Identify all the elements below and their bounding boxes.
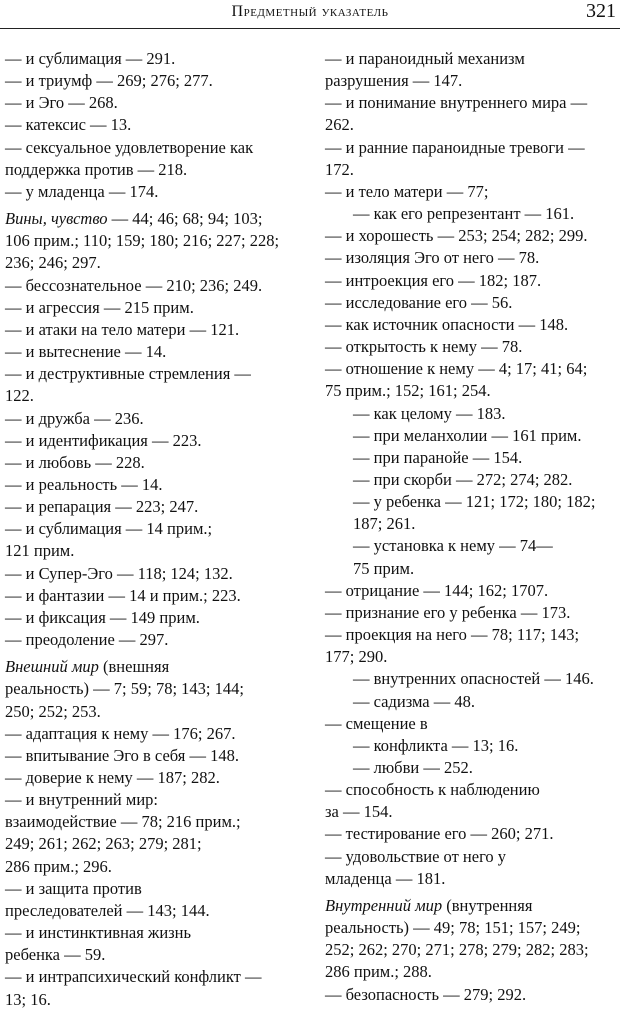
running-header-title: Предметный указатель [231,3,389,20]
index-subentry [5,563,305,585]
index-entry-text: — и вытеснение — 14. [5,342,167,362]
index-entry-text: — и ранние параноидные тревоги — [325,137,585,157]
index-entry-text: (внешняя [98,657,170,677]
index-entry-text: — интроекция его — 182; 187. [325,270,542,290]
index-entry-text: — и параноидный механизм [325,49,525,68]
index-subentry [325,181,618,203]
index-entry-text: — и любовь — 228. [5,452,145,472]
index-entry-text: — исследование его — 56. [325,292,513,312]
index-subentry [325,846,618,890]
index-entry-text: — смещение в [325,713,428,733]
index-subentry [5,452,305,474]
index-heading-entry [5,656,305,722]
index-subsubentry [325,403,618,425]
index-entry-text: 286 прим.; 288. [325,962,432,982]
index-entry-text: — и дружба — 236. [5,408,144,428]
index-entry-text: — у младенца — 174. [5,181,159,201]
index-subentry [5,585,305,607]
index-entry-text: — любви — 252. [353,758,473,777]
index-subsubentry [325,691,618,713]
index-subsubentry [325,447,618,469]
index-subentry [325,48,618,92]
index-entry-text: — изоляция Эго от него — 78. [325,248,540,268]
index-entry-text: — и Супер-Эго — 118; 124; 132. [5,563,233,583]
index-entry-text: — конфликта — 13; 16. [353,735,519,755]
index-subsubentry [325,469,618,491]
index-entry-text: — при паранойе — 154. [353,447,523,467]
index-entry-text: — безопасность — 279; 292. [325,984,527,1004]
index-subentry [325,314,618,336]
index-entry-text: — и тело матери — 77; [325,181,489,201]
index-entry-text: — установка к нему — 74— [353,536,553,556]
index-entry-text: 187; 261. [353,514,416,534]
index-heading-term: Внутренний мир [325,895,443,915]
index-entry-text: 75 прим.; 152; 161; 254. [325,381,491,401]
index-entry-text: — открытость к нему — 78. [325,337,523,357]
index-subentry [5,629,305,651]
index-entry-text: младенца — 181. [325,868,446,888]
index-subsubentry [325,425,618,447]
index-subentry [325,247,618,269]
index-entry-text: — и деструктивные стремления — [5,364,251,384]
index-subsubentry [325,735,618,757]
index-subentry [325,580,618,602]
index-entry-text: — и сублимация — 291. [5,49,176,68]
index-entry-text: — как источник опасности — 148. [325,314,569,334]
index-subentry [5,430,305,452]
index-entry-text: 121 прим. [5,541,75,561]
index-entry-text: 106 прим.; 110; 159; 180; 216; 227; 228; [5,231,280,251]
index-entry-text: 13; 16. [5,989,51,1009]
index-subsubentry [325,535,618,579]
index-entry-text: — тестирование его — 260; 271. [325,824,554,844]
index-subentry [5,607,305,629]
index-entry-text: — и агрессия — 215 прим. [5,297,194,317]
index-subentry [5,789,305,878]
index-entry-text: разрушения — 147. [325,71,463,91]
index-entry-text: — и фантазии — 14 и прим.; 223. [5,585,241,605]
index-entry-text: реальность) — 7; 59; 78; 143; 144; [5,679,244,699]
index-entry-text: 249; 261; 262; 263; 279; 281; [5,834,202,854]
index-entry-text: 252; 262; 270; 271; 278; 279; 282; 283; [325,940,589,960]
index-entry-text: преследователей — 143; 144. [5,900,210,920]
index-entry-text: — внутренних опасностей — 146. [353,669,594,689]
index-subentry [5,518,305,562]
page-number: 321 [586,0,616,22]
index-entry-text: — и инстинктивная жизнь [5,923,192,943]
index-entry-text: — при скорби — 272; 274; 282. [353,469,573,489]
index-entry-text: — впитывание Эго в себя — 148. [5,745,239,765]
index-entry-text: — и фиксация — 149 прим. [5,607,200,627]
index-subentry [325,270,618,292]
index-subentry [325,92,618,136]
index-entry-text: — и внутренний мир: [5,790,158,810]
index-subentry [5,70,305,92]
index-entry-text: — проекция на него — 78; 117; 143; [325,625,580,645]
index-entry-text: — доверие к нему — 187; 282. [5,768,220,787]
index-subentry [5,474,305,496]
index-subentry [5,723,305,745]
index-column-left [5,48,305,1011]
index-entry-text: — способность к наблюдению [325,780,540,800]
index-entry-text: 122. [5,386,34,406]
index-entry-text: 250; 252; 253. [5,701,101,721]
index-entry-text: — адаптация к нему — 176; 267. [5,723,236,743]
index-subentry [5,181,305,203]
index-entry-text: — и атаки на тело матери — 121. [5,319,240,339]
index-subentry [325,713,618,735]
index-entry-text: 262. [325,115,354,135]
index-column-right [325,48,618,1006]
index-entry-text: — у ребенка — 121; 172; 180; 182; [353,492,596,512]
index-subentry [325,336,618,358]
index-subentry [5,137,305,181]
index-subentry [5,745,305,767]
index-entry-text: — признание его у ребенка — 173. [325,602,571,622]
index-entry-text: — и триумф — 269; 276; 277. [5,71,213,91]
index-heading-term: Вины, чувство [5,209,108,229]
index-entry-text: поддержка против — 218. [5,159,188,179]
index-entry-text: — 44; 46; 68; 94; 103; [107,209,263,229]
running-header [0,0,620,34]
index-entry-text: — садизма — 48. [353,691,476,711]
index-subentry [5,966,305,1010]
index-subentry [5,496,305,518]
index-subentry [5,878,305,922]
index-heading-entry [5,208,305,274]
index-subentry [325,984,618,1006]
index-subentry [325,292,618,314]
index-subsubentry [325,668,618,690]
index-subentry [325,225,618,247]
index-heading-term: Внешний мир [5,657,99,677]
index-subsubentry [325,491,618,535]
index-entry-text: — катексис — 13. [5,115,132,135]
index-entry-text: — и хорошесть — 253; 254; 282; 299. [325,226,588,246]
index-entry-text: 75 прим. [353,558,415,578]
index-entry-text: — бессознательное — 210; 236; 249. [5,275,263,295]
index-subentry [5,275,305,297]
index-subentry [325,358,618,402]
index-entry-text: — как целому — 183. [353,403,506,423]
index-subentry [325,823,618,845]
index-entry-text: — и интрапсихический конфликт — [5,967,262,987]
index-subentry [5,408,305,430]
index-subentry [5,297,305,319]
index-entry-text: реальность) — 49; 78; 151; 157; 249; [325,918,581,938]
index-entry-text: — и сублимация — 14 прим.; [5,519,213,539]
index-subentry [5,767,305,789]
header-rule [0,28,620,29]
index-entry-text: 177; 290. [325,647,388,667]
index-heading-entry [325,895,618,984]
index-entry-text: — отрицание — 144; 162; 1707. [325,580,549,600]
index-entry-text: — преодоление — 297. [5,630,169,650]
index-subsubentry [325,203,618,225]
index-entry-text: — отношение к нему — 4; 17; 41; 64; [325,359,588,379]
index-subentry [5,922,305,966]
index-subentry [5,363,305,407]
index-entry-text: взаимодействие — 78; 216 прим.; [5,812,241,832]
index-entry-text: — сексуальное удовлетворение как [5,137,254,157]
index-subentry [325,624,618,668]
index-entry-text: 172. [325,159,354,179]
index-entry-text: за — 154. [325,802,393,822]
index-entry-text: — и реальность — 14. [5,474,163,494]
index-entry-text: 286 прим.; 296. [5,856,112,876]
index-entry-text: — как его репрезентант — 161. [353,204,575,224]
index-entry-text: — и идентификация — 223. [5,430,202,450]
index-entry-text: — при меланхолии — 161 прим. [353,425,582,445]
index-entry-text: (внутренняя [442,895,533,915]
index-subentry [5,48,305,70]
index-subentry [5,92,305,114]
index-subentry [5,341,305,363]
index-entry-text: — и понимание внутреннего мира — [325,93,588,113]
index-entry-text: 236; 246; 297. [5,253,101,273]
index-subsubentry [325,757,618,779]
index-entry-text: ребенка — 59. [5,945,106,965]
index-entry-text: — и Эго — 268. [5,93,118,113]
index-entry-text: — и репарация — 223; 247. [5,497,199,517]
index-subentry [5,319,305,341]
index-subentry [325,137,618,181]
index-subentry [325,602,618,624]
index-entry-text: — удовольствие от него у [325,846,507,866]
index-entry-text: — и защита против [5,878,142,898]
index-subentry [325,779,618,823]
index-subentry [5,114,305,136]
